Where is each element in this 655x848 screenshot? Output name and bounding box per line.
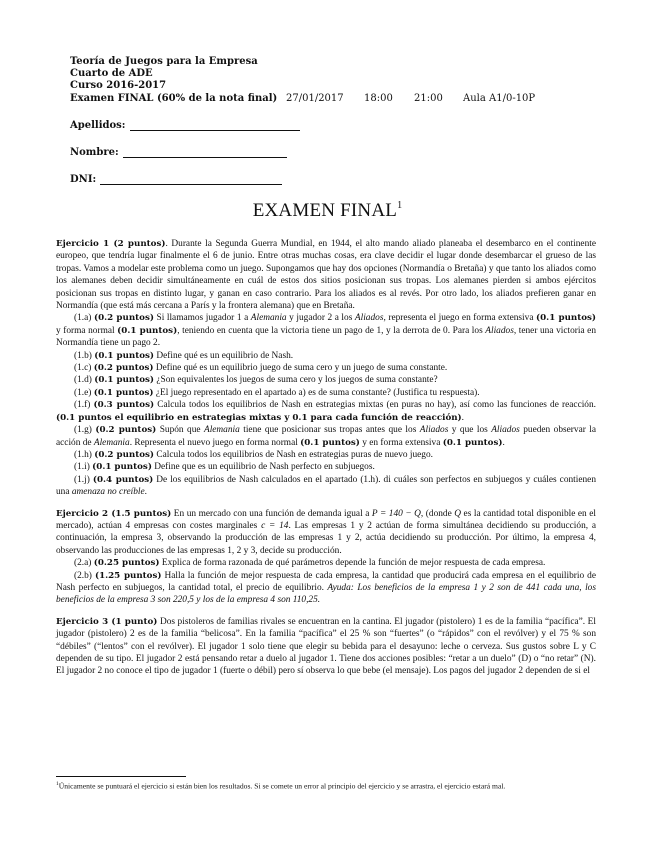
- apellidos-label: Apellidos:: [70, 120, 126, 131]
- ej2-heading: Ejercicio 2 (1.5 puntos): [56, 508, 172, 519]
- dni-field[interactable]: [70, 174, 282, 185]
- ej3-heading: Ejercicio 3 (1 punto): [56, 616, 158, 627]
- ej1-item-b: (1.b) (0.1 puntos) Define qué es un equilibrio de Nash.: [74, 350, 294, 361]
- ej1-item-h: (1.h) (0.2 puntos) Calcula todos los equilibrios de Nash en estrategias puras de nuevo juego.: [74, 449, 433, 460]
- nombre-line[interactable]: [123, 148, 287, 158]
- ej1-item-f: (1.f) (0.3 puntos) Calcula todos los equilibrios de Nash en estrategias mixtas (en puras no hay), así como las funciones de reacción. (0.1 puntos el equilibrio en estrategias mixtas y 0.1 para cada función de reacción).: [56, 400, 596, 423]
- page-title: EXAMEN FINAL$^1$: [252, 200, 403, 221]
- exam-type: Examen FINAL (60% de la nota final): [70, 92, 278, 104]
- academic-year: Curso 2016-2017: [70, 80, 167, 92]
- footnote-mark: 1: [56, 781, 59, 787]
- dni-line[interactable]: [100, 175, 282, 185]
- ej2-intro: Ejercicio 2 (1.5 puntos) En un mercado con una función de demanda igual a P = 140 − Q, (donde Q es la cantidad total disponible en el mercado), actúan 4 empresas con costes marginales c = 14. Las empresas 1 y 2 actúan de forma simultánea decidiendo su producción, a continuación, la empresa 3, observando la producción de las empresas 1 y 2, actúa decidiendo su producción. Por último, la empresa 4, observando las producciones de las empresas 1, 2 y 3, decide su producción.: [56, 508, 597, 556]
- footnote-rule: [56, 776, 186, 777]
- ej1-item-g: (1.g) (0.2 puntos) Supón que Alemania tiene que posicionar sus tropas antes que los Aliados y que los Aliados pueden observar la acción de Alemania. Representa el nuevo juego en forma normal (0.1 puntos) y en forma extensiva (0.1 puntos).: [56, 425, 597, 448]
- ej1-item-e: (1.e) (0.1 puntos) ¿El juego representado en el apartado a) es de suma constante? (Justifica tu respuesta).: [74, 387, 480, 398]
- exam-info-line: [70, 93, 590, 105]
- ej1-item-j: (1.j) (0.4 puntos) De los equilibrios de Nash calculados en el apartado (1.h). di cuáles son perfectos en subjuegos y cuáles contienen una amenaza no creíble.: [56, 474, 596, 498]
- footnote-text: Únicamente se puntuará el ejercicio si están bien los resultados. Si se comete un error al principio del ejercicio y se arrastra, el ejercicio estará mal.: [58, 781, 506, 791]
- nombre-label: Nombre:: [70, 147, 119, 158]
- ej2-item-b: (2.b) (1.25 puntos) Halla la función de mejor respuesta de cada empresa, la cantidad que producirá cada empresa en el equilibrio de Nash perfecto en subjuegos, la cantidad total, el precio de equilibrio. Ayuda: Los beneficios de la empresa 1 y 2 son de 441 cada una, los beneficios de la empresa 3 son 220,5 y los de la empresa 4 son 110,25.: [56, 570, 597, 606]
- footnote: [56, 776, 596, 791]
- ej1-item-d: (1.d) (0.1 puntos) ¿Son equivalentes los juegos de suma cero y los juegos de suma constante?: [74, 375, 438, 386]
- apellidos-field[interactable]: [70, 120, 300, 131]
- ej1-intro: Ejercicio 1 (2 puntos). Durante la Segunda Guerra Mundial, en 1944, el alto mando aliado planeaba el desembarco en el continente europeo, que tendría lugar finalmente el 6 de junio. Entre otras muchas cosas, era clave decidir el lugar donde desembarcar el grueso de las tropas. Vamos a modelar este problema como un juego. Supongamos que hay dos opciones (Normandía o Bretaña) y que tanto los aliados como los alemanes deben decidir simultáneamente en cuál de estos dos sitios posicionan sus tropas. Los alemanes pierden si ambos ejércitos posicionan sus tropas en distinto lugar, y ganan en caso contrario. Para los aliados es al revés. Por otro lado, los aliados prefieren ganar en Normandía (que está más cercana a París y la frontera alemana) que en Bretaña.: [56, 239, 596, 312]
- degree-year: Cuarto de ADE: [70, 68, 153, 80]
- dni-label: DNI:: [70, 174, 97, 185]
- ej1-item-c: (1.c) (0.2 puntos) Define qué es un equilibrio juego de suma cero y un juego de suma constante.: [74, 363, 448, 374]
- exam-start-time: 18:00: [364, 92, 393, 104]
- exam-date: 27/01/2017: [286, 92, 344, 104]
- ej1-item-a: (1.a) (0.2 puntos) Si llamamos jugador 1 a Alemania y jugador 2 a los Aliados, representa el juego en forma extensiva (0.1 puntos) y forma normal (0.1 puntos), teniendo en cuenta que la victoria tiene un pago de 1, y la derrota de 0. Para los Aliados, tener una victoria en Normandía tiene un pago 2.: [56, 313, 597, 349]
- exam-room: Aula A1/0-10P: [463, 92, 536, 104]
- course-name: Teoría de Juegos para la Empresa: [70, 56, 258, 67]
- apellidos-line[interactable]: [130, 121, 300, 131]
- ej1-heading: Ejercicio 1 (2 puntos): [56, 239, 166, 249]
- ej3-intro: Ejercicio 3 (1 punto) Dos pistoleros de familias rivales se encuentran en la cantina. El jugador (pistolero) 1 es de la familia “pacífica”. El jugador (pistolero) 2 es de la familia “belicosa”. En la familia “pacífica” el 25 % son “fuertes” (o “rápidos” con el revólver) y el 75 % son “débiles” (“lentos” con el revólver). El jugador 1 solo tiene que elegir su bebida para el desayuno: leche o cerveza. Sus gustos sobre L y C dependen de su tipo. El jugador 2 está pensando retar a duelo al jugador 1. Tiene dos acciones posibles: “retar a un duelo” (D) o “no retar” (N). El jugador 2 no conoce el tipo de jugador 1 (fuerte o débil) pero sí observa lo que bebe (el mensaje). Los pagos del jugador 2 dependen de si el: [56, 616, 596, 677]
- title-footnote-mark: 1: [397, 200, 403, 211]
- exam-body: [56, 238, 596, 678]
- nombre-field[interactable]: [70, 147, 287, 158]
- exam-end-time: 21:00: [414, 92, 443, 104]
- exam-header: [70, 56, 590, 105]
- ej1-item-i: (1.i) (0.1 puntos) Define que es un equilibrio de Nash perfecto en subjuegos.: [74, 462, 375, 473]
- ej2-item-a: (2.a) (0.25 puntos) Explica de forma razonada de qué parámetros depende la función de mejor respuesta de cada empresa.: [74, 558, 546, 569]
